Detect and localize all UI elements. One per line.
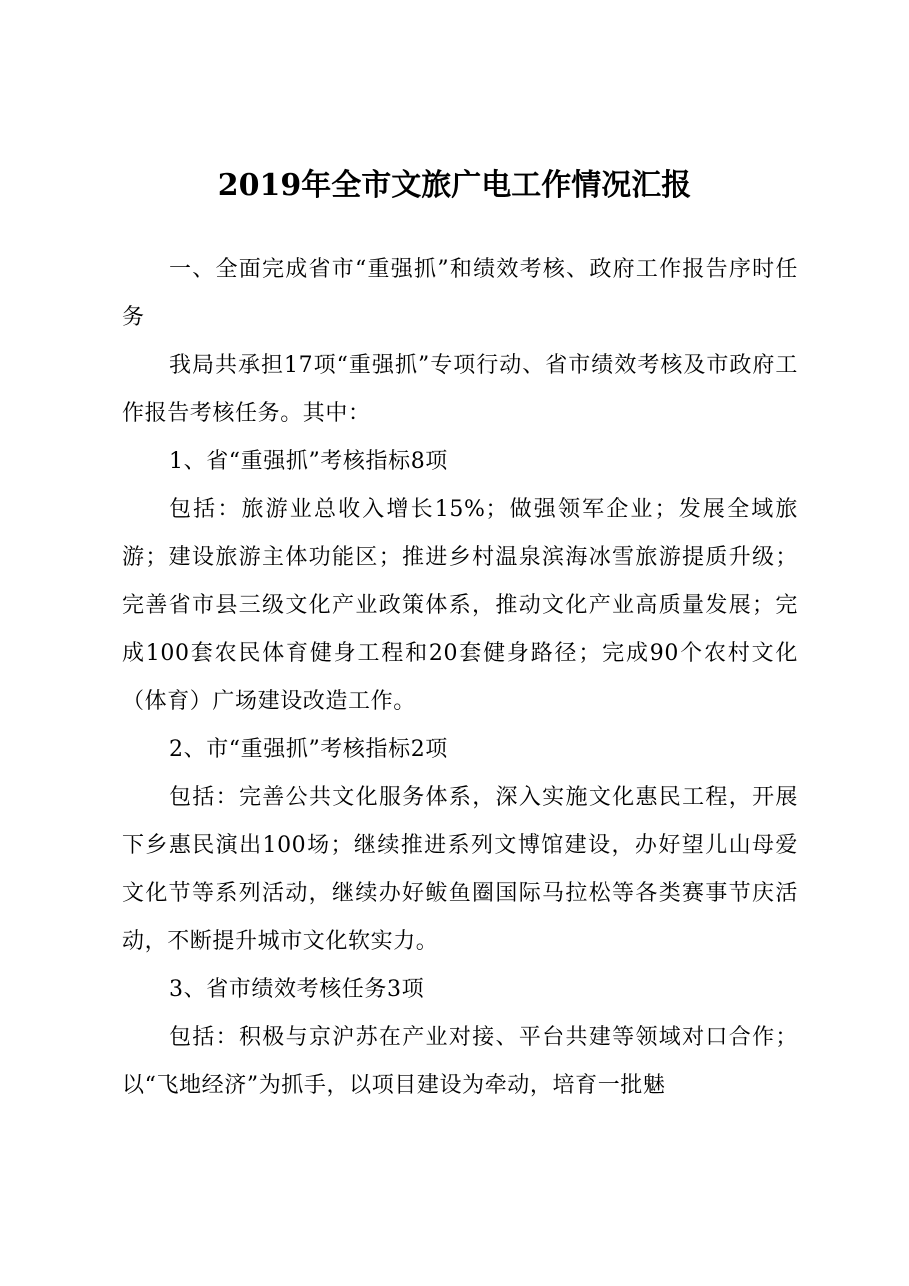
- item-content-1: 包括：旅游业总收入增长15%；做强领军企业；发展全域旅游；建设旅游主体功能区；推进乡村温泉滨海冰雪旅游提质升级；完善省市县三级文化产业政策体系，推动文化产业高质量发展；完成100套农民体育健身工程和20套健身路径；完成90个农村文化（体育）广场建设改造工作。: [122, 497, 798, 714]
- item-heading-1: 1、省“重强抓”考核指标8项: [169, 449, 448, 474]
- item-content-2: 包括：完善公共文化服务体系，深入实施文化惠民工程，开展下乡惠民演出100场；继续推进系列文博馆建设，办好望儿山母爱文化节等系列活动，继续办好鲅鱼圈国际马拉松等各类赛事节庆活动，不断提升城市文化软实力。: [122, 785, 798, 954]
- document-title: 2019年全市文旅广电工作情况汇报: [217, 168, 692, 203]
- intro-paragraph: 我局共承担17项“重强抓”专项行动、省市绩效考核及市政府工作报告考核任务。其中：: [122, 353, 798, 426]
- document-body: [122, 246, 798, 1110]
- item-heading-2: 2、市“重强抓”考核指标2项: [169, 737, 448, 762]
- item-heading-3: 3、省市绩效考核任务3项: [169, 977, 425, 1002]
- item-content-3: 包括：积极与京沪苏在产业对接、平台共建等领域对口合作；以“飞地经济”为抓手，以项目建设为牵动，培育一批魅: [122, 1025, 798, 1098]
- section-heading-1: 一、全面完成省市“重强抓”和绩效考核、政府工作报告序时任务: [122, 257, 798, 330]
